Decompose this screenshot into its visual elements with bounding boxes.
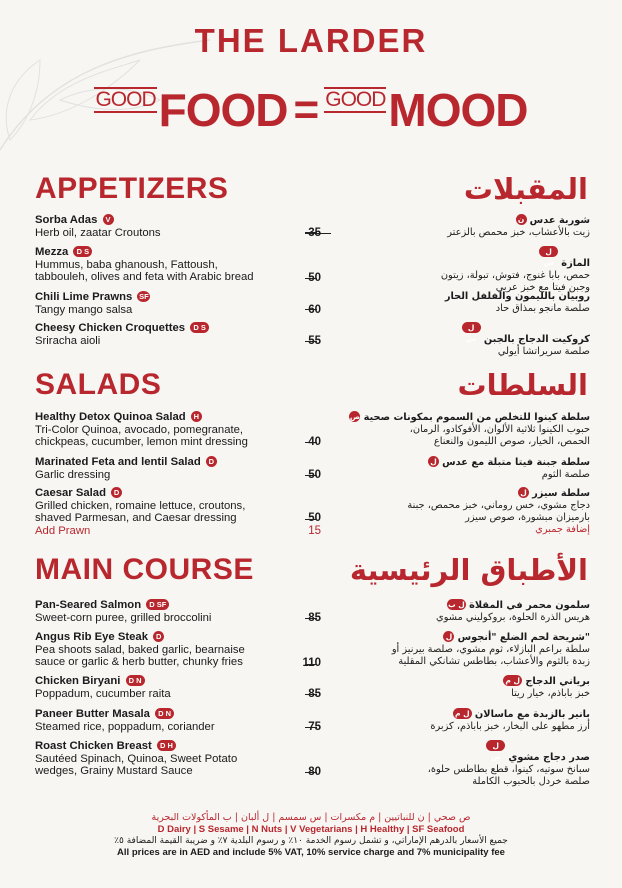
item-description: Pea shoots salad, baked garlic, bearnaise [35, 643, 245, 656]
item-description-ar: دجاج مشوي، خس روماني، خبز محمص، جبنة [407, 500, 590, 511]
section-title-appetizers-ar: المقبلات [463, 172, 588, 206]
item-price: 85 [308, 612, 321, 624]
item-price: 75 [308, 721, 321, 733]
dietary-badge-ar: ل ص [486, 740, 505, 751]
dietary-badge-ar: ن [516, 214, 527, 225]
dietary-badge: V [103, 214, 114, 225]
tagline-equals: = [293, 85, 319, 134]
tagline-mood: MOOD [388, 84, 528, 136]
item-name: Pan-Seared Salmon [35, 599, 142, 611]
item-description-ar: الحمص، الخيار، صوص الليمون والنعناع [433, 436, 590, 447]
item-description: Sautéed Spinach, Quinoa, Sweet Potato [35, 752, 238, 765]
tagline-food: FOOD [158, 84, 288, 136]
dietary-badge-ar: ل ب [448, 600, 465, 609]
menu-item-detox-quinoa-salad [35, 411, 590, 451]
dietary-badge: D SF [146, 599, 169, 610]
item-description: Steamed rice, poppadum, coriander [35, 720, 215, 733]
dietary-badge: D [111, 487, 122, 498]
item-description-ar: صلصة الثوم [541, 469, 590, 480]
tagline-good-1: GOOD [95, 88, 156, 111]
item-name: Caesar Salad [35, 487, 106, 499]
item-name: Sorba Adas [35, 214, 98, 226]
menu-item-caesar-salad [35, 487, 590, 537]
menu-item-cheesy-chicken-croquettes [35, 322, 590, 362]
dietary-badge: D S [190, 322, 209, 333]
item-price: 50 [308, 272, 321, 284]
dietary-badge-ar: ل [518, 487, 529, 498]
section-title-salads-ar: السلطات [457, 368, 588, 402]
item-description: Garlic dressing [35, 468, 111, 481]
item-description: Tri-Color Quinoa, avocado, pomegranate, [35, 423, 244, 436]
item-name-ar: سلطة جبنة فيتا متبلة مع عدس [442, 457, 590, 468]
item-description-ar: صلصة مانجو بمذاق حاد [495, 303, 590, 314]
item-description: shaved Parmesan, and Caesar dressing [35, 512, 237, 524]
item-name: Chili Lime Prawns [35, 291, 133, 303]
item-description-ar: زبدة بالثوم والأعشاب، بطاطس تشانكي المقلية [398, 656, 590, 667]
add-prawn-label-ar: إضافة جمبري [535, 524, 590, 535]
item-description-ar: خبز باباذم، خيار ريتا [511, 688, 590, 699]
item-name-ar: بانير بالزبدة مع ماسالان [474, 709, 590, 720]
dietary-legend: D Dairy | S Sesame | N Nuts | V Vegetarians | H Healthy | SF Seafood [157, 824, 465, 835]
item-name-ar: المازة [561, 258, 590, 269]
dietary-badge: D [153, 631, 164, 642]
item-description-ar: صلصة سريراتشا أيولي [497, 346, 590, 357]
tagline [0, 83, 622, 137]
dietary-badge: D N [126, 675, 145, 686]
item-name: Healthy Detox Quinoa Salad [35, 411, 186, 423]
tagline-good-2: GOOD [325, 88, 386, 111]
price-dash [305, 475, 317, 476]
dietary-badge: D N [155, 708, 174, 719]
item-description-ar: صلصة خردل بالحبوب الكاملة [472, 776, 590, 787]
item-price: 80 [308, 766, 321, 778]
item-name-ar: "شريحة لحم الضلع "أنجوس [457, 632, 590, 643]
dietary-badge: D S [73, 246, 92, 257]
section-title-salads: SALADS [35, 368, 162, 401]
price-dash [305, 309, 317, 310]
item-description-ar: وجبن فيتا مع خبز عربي [495, 282, 590, 293]
dietary-badge-ar: ل [443, 631, 454, 642]
dietary-badge-ar: ل م [503, 675, 522, 686]
dietary-badge-ar: ص [349, 412, 360, 421]
item-price: 85 [308, 688, 321, 700]
dietary-badge: D H [157, 740, 176, 751]
add-prawn-price: 15 [308, 525, 321, 537]
price-dash [305, 618, 317, 619]
item-name-ar: برياني الدجاج [525, 676, 590, 687]
dietary-badge-ar: ل م [453, 708, 472, 719]
item-name-ar: سلمون محمر في المقلاة [469, 600, 590, 611]
price-dash [305, 664, 317, 665]
item-name-ar: سلطة سيزر [532, 488, 590, 499]
dietary-badge: H [191, 411, 202, 422]
menu-item-angus-rib-eye-steak [35, 631, 590, 671]
add-prawn-label: Add Prawn [35, 524, 91, 537]
item-price: 60 [308, 304, 321, 316]
price-note: All prices are in AED and include 5% VAT, 10% service charge and 7% municipality fee [117, 847, 505, 858]
price-note-ar: جميع الأسعار بالدرهم الإماراتي، و تشمل رسوم الخدمة ١٠٪ و رسوم البلدية ٧٪ و ضريبة القيمة المضافة ٥٪ [114, 836, 508, 846]
dietary-legend-ar: ص صحي | ن للنباتيين | م مكسرات | س سمسم | ل ألبان | ب المأكولات البحرية [151, 812, 471, 823]
item-description: Herb oil, zaatar Croutons [35, 226, 161, 239]
item-name-ar: سلطة كينوا للتخلص من السموم بمكونات صحية [363, 412, 590, 423]
item-description-ar: سلطة براعم البازلاء، ثوم مشوي، صلصة بيرنيز أو [391, 644, 590, 655]
section-title-main-course: MAIN COURSE [35, 553, 254, 586]
price-dash [305, 232, 317, 233]
item-description-ar: أرز مطهو على البخار، خبز باباذم، كزبرة [430, 721, 590, 732]
item-description-ar: حمص، بابا غنوج، فتوش، تبولة، زيتون [440, 270, 590, 281]
item-description: Sweet-corn puree, grilled broccolini [35, 611, 212, 624]
item-name: Angus Rib Eye Steak [35, 631, 149, 643]
item-description: Hummus, baba ghanoush, Fattoush, [35, 258, 218, 271]
item-description-ar: بارميزان مبشورة، صوص سيزر [465, 512, 590, 523]
item-name-ar: شوربة عدس [529, 215, 590, 226]
dietary-badge: D [206, 456, 217, 467]
price-dash [305, 727, 317, 728]
item-name: Mezza [35, 246, 69, 258]
section-title-appetizers: APPETIZERS [35, 172, 229, 205]
item-description: tabbouleh, olives and feta with Arabic bread [35, 271, 254, 283]
item-description-ar: زيت بالأعشاب، خبز محمص بالزعتر [447, 227, 590, 238]
dietary-badge-ar: ل س [539, 246, 558, 257]
dietary-badge-ar: ل [428, 456, 439, 467]
item-price: 55 [308, 335, 321, 347]
item-name-ar: روبيان بالليمون والفلفل الحار [444, 291, 590, 302]
item-name: Marinated Feta and lentil Salad [35, 456, 201, 468]
item-description: chickpeas, cucumber, lemon mint dressing [35, 436, 248, 448]
item-description: Sriracha aioli [35, 334, 101, 347]
price-dash [305, 341, 317, 342]
item-price: 50 [308, 512, 321, 524]
item-name: Chicken Biryani [35, 675, 121, 687]
item-name-ar: كروكيت الدجاج بالجبن [483, 334, 590, 345]
item-description: wedges, Grainy Mustard Sauce [35, 765, 193, 777]
item-description: Poppadum, cucumber raita [35, 687, 171, 700]
price-dash [305, 442, 317, 443]
price-dash [305, 772, 317, 773]
brand-name: THE LARDER [194, 22, 428, 59]
item-description: Grilled chicken, romaine lettuce, croutons, [35, 499, 246, 512]
item-name: Roast Chicken Breast [35, 740, 152, 752]
item-description-ar: هريس الذرة الحلوة، بروكوليني مشوي [436, 612, 590, 623]
price-dash [305, 278, 317, 279]
menu-item-roast-chicken-breast [35, 740, 590, 787]
item-price: 110 [302, 657, 321, 669]
item-name: Paneer Butter Masala [35, 708, 150, 720]
price-dash [305, 519, 317, 520]
item-name-ar: صدر دجاج مشوي [508, 752, 590, 763]
menu-item-mezza [35, 246, 590, 293]
item-name: Cheesy Chicken Croquettes [35, 322, 186, 334]
item-price: 50 [308, 469, 321, 481]
price-dash [305, 694, 317, 695]
item-description-ar: سبانخ سوتيه، كينوا، قطع بطاطس حلوة، [427, 764, 590, 775]
dietary-badge: SF [139, 292, 149, 301]
item-price: 40 [308, 436, 321, 448]
dietary-badge-ar: ل س [462, 322, 481, 333]
item-price: 35 [308, 227, 321, 239]
item-description-ar: حبوب الكينوا ثلاثية الألوان، الأفوكادو، الرمان، [409, 424, 590, 435]
item-description: sauce or garlic & herb butter, chunky fries [35, 656, 243, 668]
item-description: Tangy mango salsa [35, 303, 133, 316]
section-title-main-course-ar: الأطباق الرئيسية [349, 553, 588, 587]
